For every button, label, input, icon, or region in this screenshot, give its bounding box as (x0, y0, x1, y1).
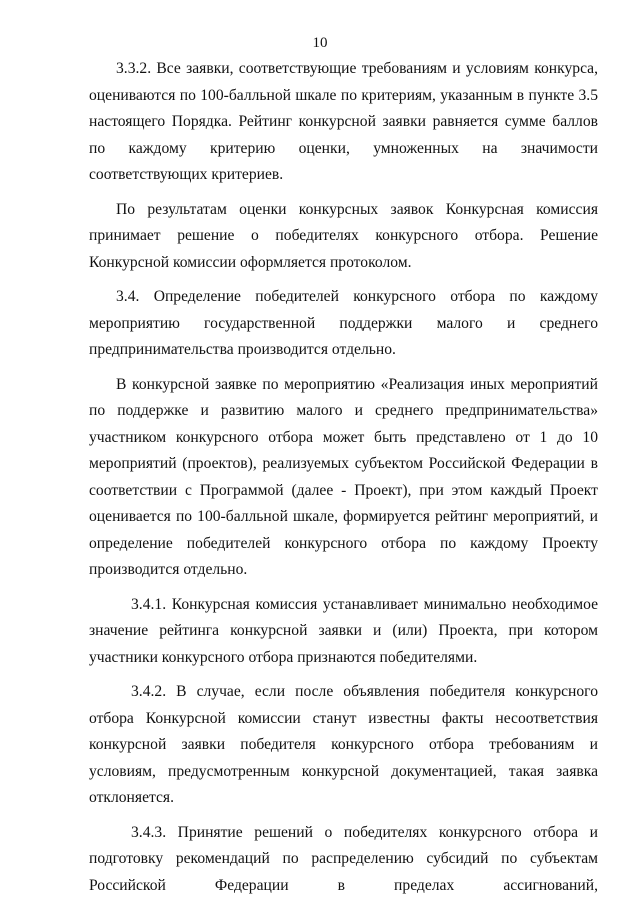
paragraph-3-4-1: 3.4.1. Конкурсная комиссия устанавливает минимально необходимое значение рейтинга конкурсной заявки и (или) Проекта, при котором участники конкурсного отбора признаются победителями. (89, 595, 598, 666)
paragraph-3-3-2: 3.3.2. Все заявки, соответствующие требованиям и условиям конкурса, оцениваются по 100-балльной шкале по критериям, указанным в пункте 3.5 настоящего Порядка. Рейтинг конкурсной заявки равняется сумме баллов по каждому критерию оценки, умноженных на значимости соответствующих критериев. (89, 60, 598, 183)
paragraph-commission-decision: По результатам оценки конкурсных заявок Конкурсная комиссия принимает решение о победителях конкурсного отбора. Решение Конкурсной комиссии оформляется протоколом. (89, 200, 598, 271)
paragraph-3-4-2: 3.4.2. В случае, если после объявления победителя конкурсного отбора Конкурсной комиссии станут известны факты несоответствия конкурсной заявки победителя конкурсного отбора требованиям и условиям, предусмотренным конкурсной документацией, такая заявка отклоняется. (89, 683, 598, 806)
document-body (89, 56, 598, 907)
paragraph-3-4: 3.4. Определение победителей конкурсного отбора по каждому мероприятию государственной поддержки малого и среднего предпринимательства производится отдельно. (89, 288, 598, 358)
page-number: 10 (312, 35, 328, 51)
paragraph-projects: В конкурсной заявке по мероприятию «Реализация иных мероприятий по поддержке и развитию малого и среднего предпринимательства» участником конкурсного отбора может быть представлено от 1 до 10 мероприятий (проектов), реализуемых субъектом Российской Федерации в соответствии с Программой (далее - Проект), при этом каждый Проект оценивается по 100-балльной шкале, формируется рейтинг мероприятий, и определение победителей конкурсного отбора по каждому Проекту производится отдельно. (89, 375, 598, 578)
paragraph-3-4-3: 3.4.3. Принятие решений о победителях конкурсного отбора и подготовку рекомендаций по распределению субсидий по субъектам Российской Федерации в пределах ассигнований, (89, 823, 598, 894)
